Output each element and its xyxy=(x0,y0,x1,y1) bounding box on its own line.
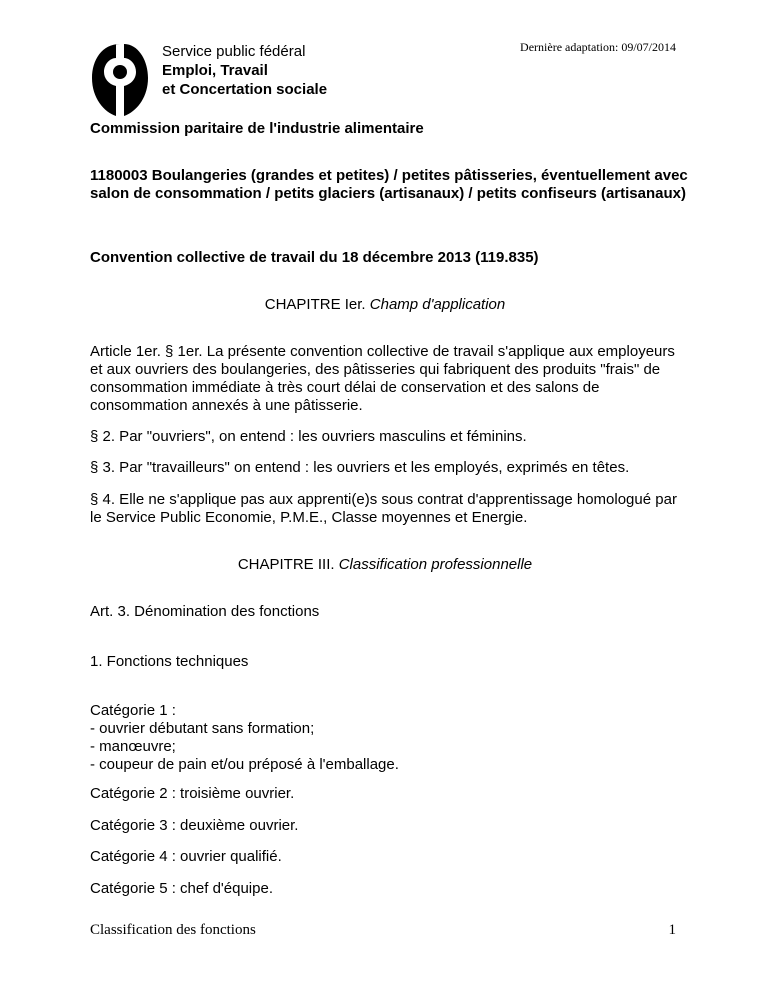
list-item: - manœuvre; xyxy=(90,738,176,755)
article-1-paragraph: Article 1er. § 1er. La présente convention collective de travail s'applique aux employeurs et aux ouvriers des boulangeries, des pâtisseries qui fabriquent des produits "frais" de consommation immédiate à très court délai de conservation et des salons de consommation annexés à une pâtisserie. xyxy=(90,343,675,414)
paragraph-4: § 4. Elle ne s'applique pas aux apprenti(e)s sous contrat d'apprentissage homologué par le Service Public Economie, P.M.E., Classe moyennes et Energie. xyxy=(90,491,677,526)
spf-logo-icon xyxy=(90,42,150,118)
footer-title: Classification des fonctions xyxy=(90,922,256,938)
page-number: 1 xyxy=(668,922,676,938)
chapter-1-heading xyxy=(90,296,680,314)
org-line-1: Service public fédéral xyxy=(162,43,306,60)
org-line-2: Emploi, Travail xyxy=(162,62,268,79)
sector-title: 1180003 Boulangeries (grandes et petites) / petites pâtisseries, éventuellement avec salon de consommation / petits glaciers (artisanaux) / petits confiseurs (artisanaux) xyxy=(90,167,688,202)
chapter-3-title: Classification professionnelle xyxy=(338,556,533,573)
category-1-block xyxy=(90,702,690,774)
category-2: Catégorie 2 : troisième ouvrier. xyxy=(90,785,295,802)
paragraph-2: § 2. Par "ouvriers", on entend : les ouvriers masculins et féminins. xyxy=(90,428,527,445)
paragraph-3: § 3. Par "travailleurs" on entend : les ouvriers et les employés, exprimés en têtes. xyxy=(90,459,630,476)
chapter-3-label: CHAPITRE III. xyxy=(237,556,335,573)
category-5: Catégorie 5 : chef d'équipe. xyxy=(90,880,273,897)
chapter-3-heading xyxy=(90,556,680,574)
category-4: Catégorie 4 : ouvrier qualifié. xyxy=(90,848,282,865)
convention-title: Convention collective de travail du 18 décembre 2013 (119.835) xyxy=(90,249,539,266)
list-item: - coupeur de pain et/ou préposé à l'emballage. xyxy=(90,756,399,773)
category-1-heading: Catégorie 1 : xyxy=(90,702,176,719)
chapter-1-title: Champ d'application xyxy=(369,296,506,313)
organization-name xyxy=(162,42,327,99)
chapter-1-label: CHAPITRE Ier. xyxy=(264,296,366,313)
list-item: - ouvrier débutant sans formation; xyxy=(90,720,315,737)
commission-title: Commission paritaire de l'industrie alimentaire xyxy=(90,120,424,137)
article-3-heading: Art. 3. Dénomination des fonctions xyxy=(90,603,320,620)
section-1-heading: 1. Fonctions techniques xyxy=(90,653,249,670)
last-update-date: Dernière adaptation: 09/07/2014 xyxy=(520,40,676,54)
org-line-3: et Concertation sociale xyxy=(162,81,328,98)
category-3: Catégorie 3 : deuxième ouvrier. xyxy=(90,817,299,834)
